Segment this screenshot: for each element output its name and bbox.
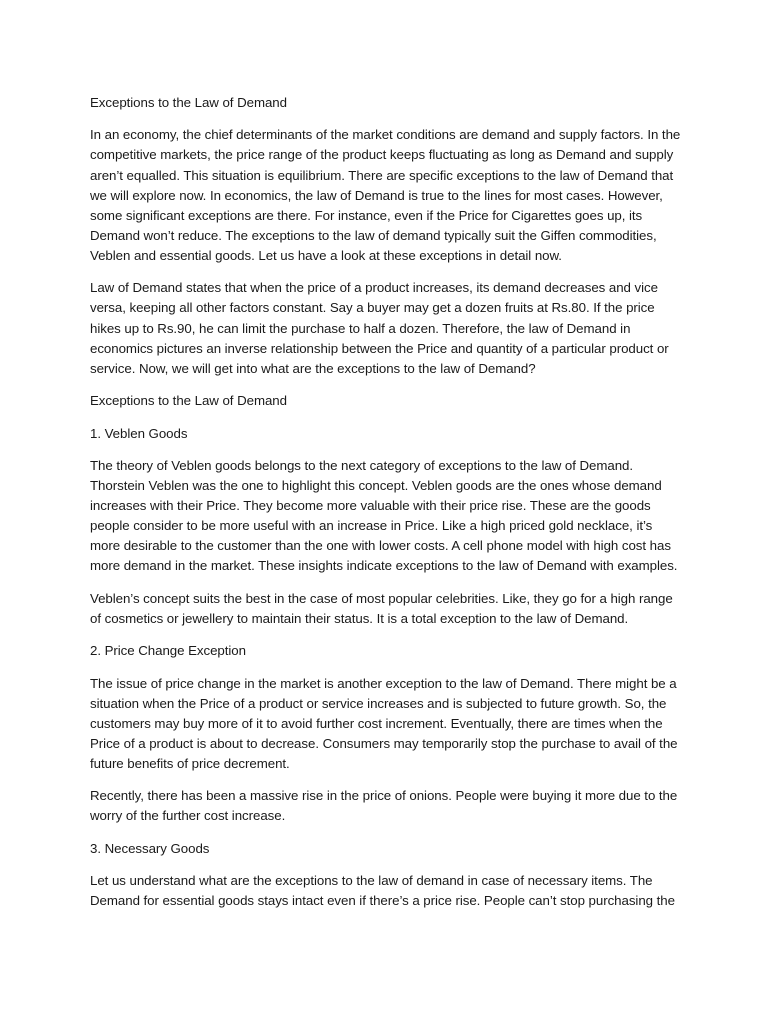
doc-title: Exceptions to the Law of Demand bbox=[90, 95, 287, 110]
subheading-veblen-goods: 1. Veblen Goods bbox=[90, 425, 188, 441]
subheading-necessary-goods: 3. Necessary Goods bbox=[90, 840, 210, 856]
necessary-goods-paragraph: Let us understand what are the exceptions to the law of demand in case of necessary items. The Demand for essential goods stays intact even if there’s a price rise. People can’t stop purchasing the bbox=[90, 873, 675, 909]
document-page bbox=[90, 93, 685, 924]
intro-paragraph: In an economy, the chief determinants of the market conditions are demand and supply factors. In the competitive markets, the price range of the product keeps fluctuating as long as Demand and supply aren’t equalled. This situation is equilibrium. There are specific exceptions to the law of Demand that we will explore now. In economics, the law of Demand is true to the lines for most cases. However, some significant exceptions are there. For instance, even if the Price for Cigarettes goes up, its Demand won’t reduce. The exceptions to the law of demand typically suit the Giffen commodities, Veblen and essential goods. Let us have a look at these exceptions in detail now. bbox=[90, 127, 681, 263]
veblen-celebrities-paragraph: Veblen’s concept suits the best in the case of most popular celebrities. Like, they go for a high range of cosmetics or jewellery to maintain their status. It is a total exception to the law of Demand. bbox=[90, 590, 673, 626]
price-change-paragraph: The issue of price change in the market is another exception to the law of Demand. There might be a situation when the Price of a product or service increases and is subjected to future growth. So, the customers may buy more of it to avoid further cost increment. Eventually, there are times when the Price of a product is about to decrease. Consumers may temporarily stop the purchase to avail of the future benefits of price decrement. bbox=[90, 675, 678, 771]
veblen-paragraph: The theory of Veblen goods belongs to the next category of exceptions to the law of Demand. Thorstein Veblen was the one to highlight this concept. Veblen goods are the ones whose demand increases with their Price. They become more valuable with their price rise. These are the goods people consider to be more useful with an increase in Price. Like a high priced gold necklace, it’s more desirable to the customer than the one with lower costs. A cell phone model with high cost has more demand in the market. These insights indicate exceptions to the law of Demand with examples. bbox=[90, 457, 678, 574]
law-definition-paragraph: Law of Demand states that when the price of a product increases, its demand decreases and vice versa, keeping all other factors constant. Say a buyer may get a dozen fruits at Rs.80. If the price hikes up to Rs.90, he can limit the purchase to half a dozen. Therefore, the law of Demand in economics pictures an inverse relationship between the Price and quantity of a particular product or service. Now, we will get into what are the exceptions to the law of Demand? bbox=[90, 280, 669, 376]
subheading-price-change: 2. Price Change Exception bbox=[90, 643, 246, 659]
section-heading: Exceptions to the Law of Demand bbox=[90, 393, 287, 409]
onion-example-paragraph: Recently, there has been a massive rise in the price of onions. People were buying it more due to the worry of the further cost increase. bbox=[90, 788, 678, 824]
